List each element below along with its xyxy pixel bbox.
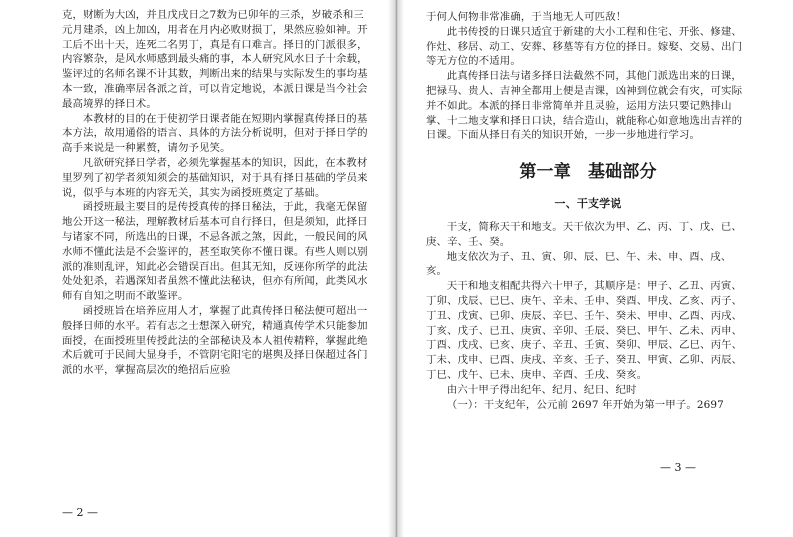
chapter-title: 第一章 基础部分 xyxy=(519,162,657,183)
left-paragraph-1: 克，财断为大凶，并且戊戌日之7数为已卯年的三杀，岁破杀和三元月建杀，凶上加凶，用者在月内必败财损丁，果然应验如神。开工后不出十天，连死二名男丁，真是有口难言。择日的门派很多，内容繁杂，是风水师感到最头痛的事，本人研究风水日子十余载，鉴评过的名师名课不计其数，判断出来的结果与实际发生的事均基本一致，准确率居各派之首，可以肯定地说，本派日课是当今社会最高境界的择日术。 xyxy=(62,9,368,110)
right-page-number: — 3 — xyxy=(660,461,696,474)
left-paragraph-5: 函授班旨在培养应用人才，掌握了此真传择日秘法便可超出一般择日师的水平。若有志之士想深入研究，精通真传学术只能参加面授，在面授班里传授此法的全部秘诀及本人祖传精粹，掌握此绝术后就可于民间大显身手，不管阴宅阳宅的堪舆及择日保超过各门派的水平，掌握高层次的绝招后应验 xyxy=(62,304,368,377)
left-paragraph-2: 本教材的目的在于使初学日课者能在短期内掌握真传择日的基本方法，故用通俗的语言、具体的方法分析说明，但对于择日学的高手来说是一种累赘，请勿予见笑。 xyxy=(62,112,368,155)
right-intro-paragraph-2: 此书传授的日课只适宜于新建的大小工程和住宅、开张、修建、作灶、移居、动工、安葬、移墓等有方位的择日。嫁娶、交易、出门等无方位的不适用。 xyxy=(426,25,743,68)
right-intro-paragraph-1: 于何人何物非常准确，于当地无人可匹敌！ xyxy=(426,11,627,23)
left-paragraph-3: 凡欲研究择日学者，必须先掌握基本的知识，因此，在本教材里罗列了初学者须知须会的基础知识，对于具有择日基础的学员来说，似乎与本班的内容无关，其实为函授班奠定了基础。 xyxy=(62,156,368,199)
right-body-paragraph-3: 天干和地支相配共得六十甲子，其顺序是：甲子、乙丑、丙寅、丁卯、戊辰、已巳、庚午、辛未、壬申、癸酉、甲戌、乙亥、丙子、丁丑、戊寅、已卯、庚辰、辛巳、壬午、癸未、甲申、乙酉、丙戌、丁亥、戊子、已丑、庚寅、辛卯、壬辰、癸巳、甲午、乙未、丙申、丁酉、戊戌、已亥、庚子、辛丑、壬寅、癸卯、甲辰、乙巳、丙午、丁未、戊申、已酉、庚戌、辛亥、壬子、癸丑、甲寅、乙卯、丙辰、丁巳、戊午、已未、庚申、辛酉、壬戌、癸亥。 xyxy=(426,280,743,381)
right-body-paragraph-1: 干支，简称天干和地支。天干依次为甲、乙、丙、丁、戊、已、庚、辛、壬、癸。 xyxy=(426,220,742,248)
right-body-paragraph-2: 地支依次为子、丑、寅、卯、辰、巳、午、未、申、酉、戌、亥。 xyxy=(426,250,732,278)
left-paragraph-4: 函授班最主要目的是传授真传的择日秘法，于此，我毫无保留地公开这一秘法，理解教材后基本可自行择日，但是须知，此择日与诸家不同，所选出的日课，不忌各派之煞，因此，一般民间的风水师不懂此法是不会鉴评的，甚至取笑你不懂日课。有些人则以别派的准则乱评，知此必会错误百出。但其无知，反诬你所学的此法处处犯杀，若遇深知者虽然不懂此法秘诀，但亦有所闻，此类风水师有自知之明而不敢鉴评。 xyxy=(62,201,368,303)
section-title: 一、干支学说 xyxy=(554,197,622,211)
right-body-paragraph-4: 由六十甲子得出纪年、纪月、纪日、纪时 xyxy=(446,383,637,396)
left-page-text xyxy=(62,8,374,378)
right-intro-paragraph-3: 此真传择日法与诸多择日法截然不同，其他门派选出来的日课，把禄马、贵人、吉神全都用上便是吉课，凶神到位就会有灾，可实际并不如此。本派的择日非常简单并且灵验，运用方法只要记熟排山掌、十二地支掌和择日口诀，结合造山，就能称心如意地选出吉祥的日课。下面从择日有关的知识开始，一步一步地进行学习。 xyxy=(426,70,743,142)
left-page xyxy=(0,0,396,537)
right-page-text xyxy=(426,10,750,412)
right-body-paragraph-5: （一）：干支纪年，公元前 2697 年开始为第一甲子。2697 xyxy=(446,398,724,411)
left-page-number: — 2 — xyxy=(62,506,98,519)
